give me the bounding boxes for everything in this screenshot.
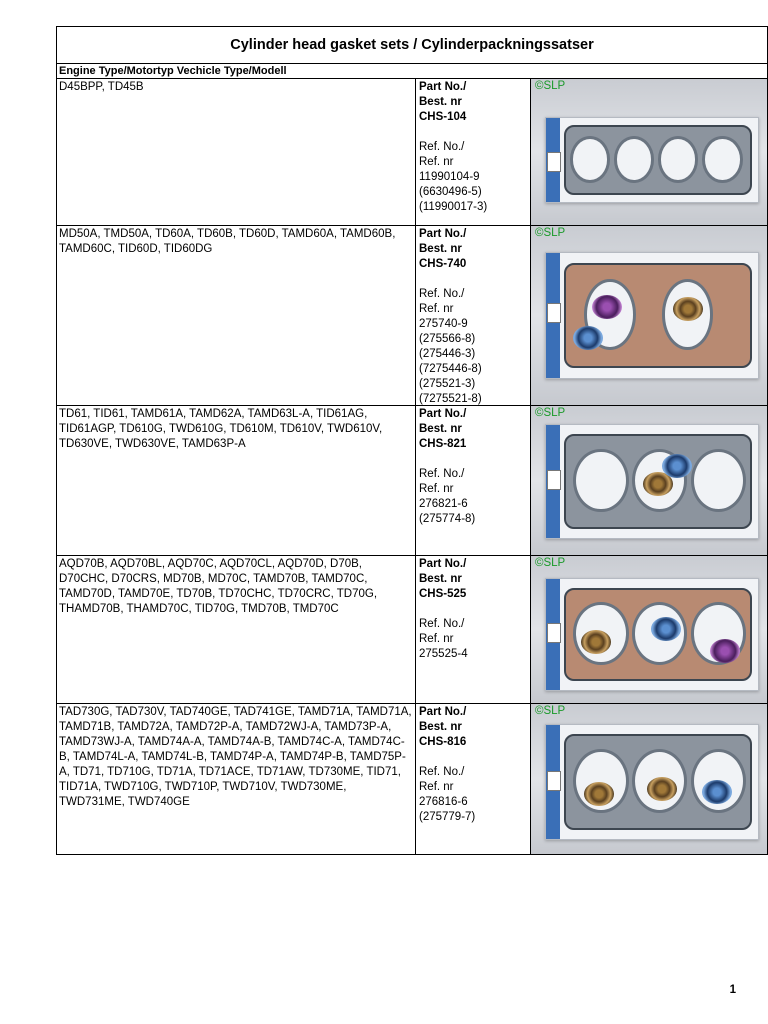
part-label: Part No./ bbox=[419, 558, 467, 570]
ref-number: (7275446-8) bbox=[419, 363, 482, 375]
copyright-mark: ©SLP bbox=[535, 407, 566, 419]
ref-number: 275740-9 bbox=[419, 318, 468, 330]
copyright-mark: ©SLP bbox=[535, 557, 566, 569]
part-label: Part No./ bbox=[419, 81, 467, 93]
part-info bbox=[416, 406, 531, 555]
parts-table bbox=[56, 26, 768, 855]
ref-number: (275779-7) bbox=[419, 811, 476, 823]
copyright-mark: ©SLP bbox=[535, 705, 566, 717]
product-image bbox=[531, 226, 767, 405]
gasket-package bbox=[545, 578, 759, 691]
ref-label: Ref. No./ bbox=[419, 468, 465, 480]
part-info bbox=[416, 556, 531, 703]
ref-label: Ref. No./ bbox=[419, 288, 465, 300]
ref-number: (275774-8) bbox=[419, 513, 476, 525]
ref-number: 275525-4 bbox=[419, 648, 468, 660]
part-number: CHS-525 bbox=[419, 588, 467, 600]
page-number: 1 bbox=[729, 984, 736, 996]
ref-number: (7275521-8) bbox=[419, 393, 482, 405]
part-label: Part No./ bbox=[419, 408, 467, 420]
table-row bbox=[57, 406, 767, 556]
part-label-sv: Best. nr bbox=[419, 96, 462, 108]
part-number: CHS-821 bbox=[419, 438, 467, 450]
ref-label: Ref. No./ bbox=[419, 141, 465, 153]
ref-number: (275566-8) bbox=[419, 333, 476, 345]
part-label: Part No./ bbox=[419, 228, 467, 240]
copyright-mark: ©SLP bbox=[535, 80, 566, 92]
engine-types: AQD70B, AQD70BL, AQD70C, AQD70CL, AQD70D, D70B, D70CHC, D70CRS, MD70B, MD70C, TAMD70B, TAMD70C, TAMD70D, TAMD70E, TD70B, TD70CHC, TD70CRC, TD70G, THAMD70B, THAMD70C, TID70G, TMD70B, TMD70C bbox=[57, 556, 416, 703]
part-label-sv: Best. nr bbox=[419, 573, 462, 585]
ref-label: Ref. No./ bbox=[419, 618, 465, 630]
part-label-sv: Best. nr bbox=[419, 423, 462, 435]
table-row bbox=[57, 79, 767, 226]
gasket-plate bbox=[564, 263, 752, 368]
ref-number: (6630496-5) bbox=[419, 186, 482, 198]
engine-types: TAD730G, TAD730V, TAD740GE, TAD741GE, TAMD71A, TAMD71A, TAMD71B, TAMD72A, TAMD72P-A, TAMD72WJ-A, TAMD73P-A, TAMD73WJ-A, TAMD74A-A, TAMD74A-B, TAMD74C-A, TAMD74C-B, TAMD74L-A, TAMD74L-B, TAMD74P-A, TAMD74P-B, TAMD75P-A, TD71, TD710G, TD71A, TD71ACE, TD71AW, TD730ME, TID71, TID71A, TWD710G, TWD710P, TWD710V, TWD730ME, TWD731ME, TWD740GE bbox=[57, 704, 416, 854]
ref-label-sv: Ref. nr bbox=[419, 781, 454, 793]
gasket-plate bbox=[564, 434, 752, 529]
engine-types: TD61, TID61, TAMD61A, TAMD62A, TAMD63L-A, TID61AG, TID61AGP, TD610G, TWD610G, TD610M, TD610V, TWD610V, TD630VE, TWD630VE, TAMD63P-A bbox=[57, 406, 416, 555]
part-label-sv: Best. nr bbox=[419, 243, 462, 255]
part-info bbox=[416, 704, 531, 854]
part-number: CHS-104 bbox=[419, 111, 467, 123]
gasket-package bbox=[545, 117, 759, 203]
gasket-plate bbox=[564, 734, 752, 830]
gasket-package bbox=[545, 424, 759, 539]
part-number: CHS-816 bbox=[419, 736, 467, 748]
ref-label: Ref. No./ bbox=[419, 766, 465, 778]
ref-label-sv: Ref. nr bbox=[419, 303, 454, 315]
table-row bbox=[57, 226, 767, 406]
product-image bbox=[531, 556, 767, 703]
part-info bbox=[416, 79, 531, 225]
ref-number: 276816-6 bbox=[419, 796, 468, 808]
ref-label-sv: Ref. nr bbox=[419, 156, 454, 168]
ref-number: (275521-3) bbox=[419, 378, 476, 390]
gasket-package bbox=[545, 724, 759, 840]
gasket-plate bbox=[564, 125, 752, 196]
ref-number: (11990017-3) bbox=[419, 201, 488, 213]
engine-types: MD50A, TMD50A, TD60A, TD60B, TD60D, TAMD60A, TAMD60B, TAMD60C, TID60D, TID60DG bbox=[57, 226, 416, 405]
product-image bbox=[531, 704, 767, 854]
table-row bbox=[57, 704, 767, 854]
page-title: Cylinder head gasket sets / Cylinderpackningssatser bbox=[57, 27, 767, 64]
copyright-mark: ©SLP bbox=[535, 227, 566, 239]
ref-number: 276821-6 bbox=[419, 498, 468, 510]
part-number: CHS-740 bbox=[419, 258, 467, 270]
gasket-package bbox=[545, 252, 759, 379]
part-label: Part No./ bbox=[419, 706, 467, 718]
table-row bbox=[57, 556, 767, 704]
column-header: Engine Type/Motortyp Vechicle Type/Modell bbox=[57, 64, 767, 79]
part-info bbox=[416, 226, 531, 405]
product-image bbox=[531, 406, 767, 555]
engine-types: D45BPP, TD45B bbox=[57, 79, 416, 225]
part-label-sv: Best. nr bbox=[419, 721, 462, 733]
ref-number: 11990104-9 bbox=[419, 171, 480, 183]
ref-label-sv: Ref. nr bbox=[419, 483, 454, 495]
gasket-plate bbox=[564, 588, 752, 681]
ref-label-sv: Ref. nr bbox=[419, 633, 454, 645]
product-image bbox=[531, 79, 767, 225]
ref-number: (275446-3) bbox=[419, 348, 476, 360]
